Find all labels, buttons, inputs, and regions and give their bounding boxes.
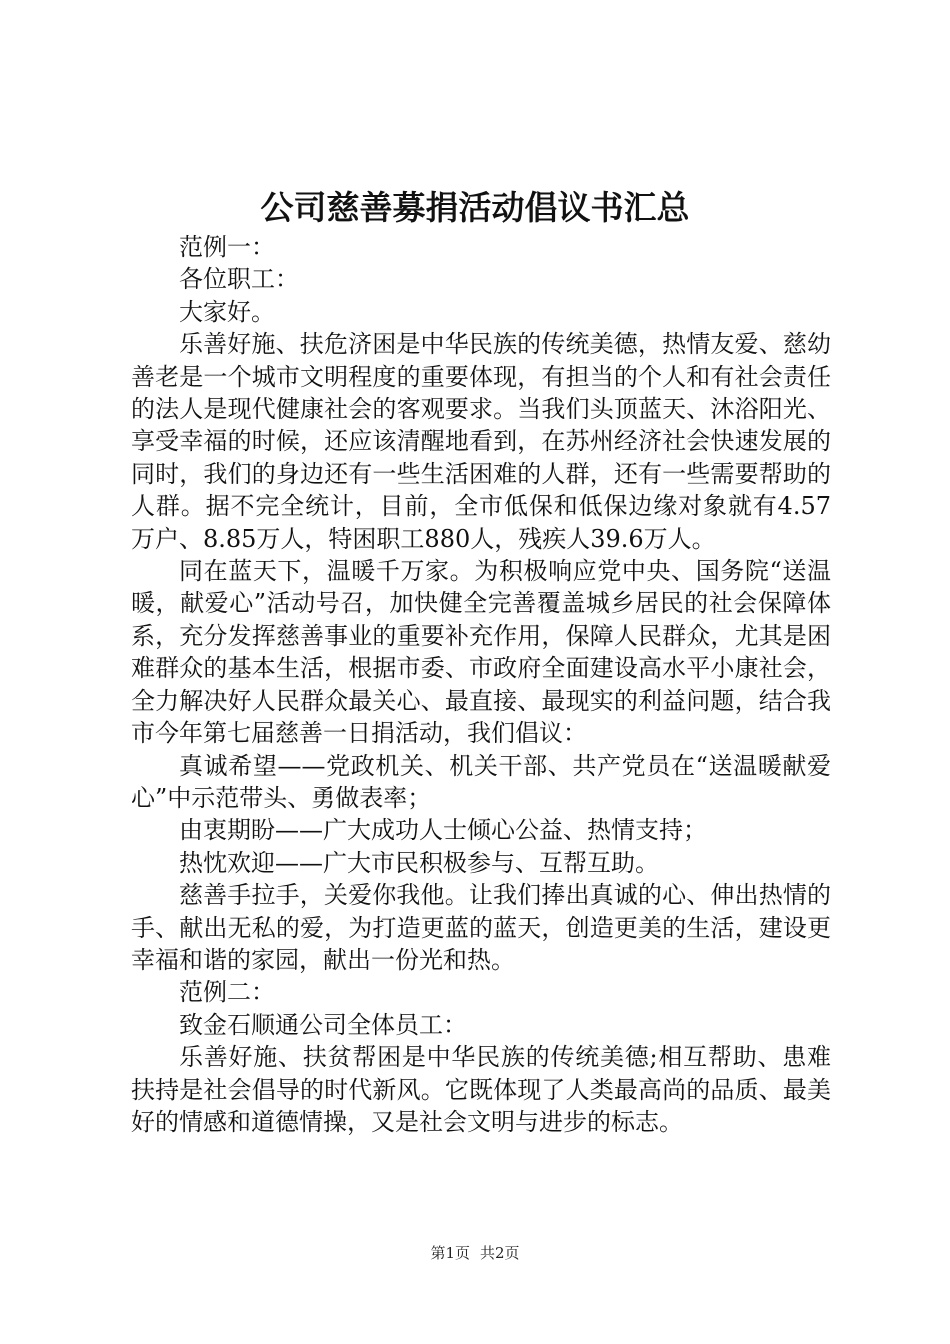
paragraph-appeal-3: 热忱欢迎——广大市民积极参与、互帮互助。 xyxy=(179,848,659,877)
document-title: 公司慈善募捐活动倡议书汇总 xyxy=(260,188,690,227)
paragraph-appeal-2: 由衷期盼——广大成功人士倾心公益、热情支持； xyxy=(179,816,707,845)
paragraph-example-two-label: 范例二： xyxy=(179,978,275,1007)
paragraph-example-one-label: 范例一： xyxy=(179,233,275,261)
paragraph-body-1: 乐善好施、扶危济困是中华民族的传统美德，热情友爱、慈幼善老是一个城市文明程度的重要体现，有担当的个人和有社会责任的法人是现代健康社会的客观要求。当我们头顶蓝天、沐浴阳光、享受幸福的时候，还应该清醒地看到，在苏州经济社会快速发展的同时，我们的身边还有一些生活困难的人群，还有一些需要帮助的人群。据不完全统计，目前，全市低保和低保边缘对象就有4.57万户、8.85万人，特困职工880人，残疾人39.6万人。 xyxy=(131,330,831,553)
page-number-current: 第1页 xyxy=(430,1244,470,1262)
page-number-total: 共2页 xyxy=(480,1244,520,1262)
paragraph-body-2: 同在蓝天下，温暖千万家。为积极响应党中央、国务院“送温暖，献爱心”活动号召，加快健全完善覆盖城乡居民的社会保障体系，充分发挥慈善事业的重要补充作用，保障人民群众，尤其是困难群众的基本生活，根据市委、市政府全面建设高水平小康社会，全力解决好人民群众最关心、最直接、最现实的利益问题，结合我市今年第七届慈善一日捐活动，我们倡议： xyxy=(131,557,831,748)
paragraph-salutation: 各位职工： xyxy=(179,265,299,294)
paragraph-salutation-2: 致金石顺通公司全体员工： xyxy=(179,1010,467,1039)
paragraph-body-3: 乐善好施、扶贫帮困是中华民族的传统美德;相互帮助、患难扶持是社会倡导的时代新风。它既体现了人类最高尚的品质、最美好的情感和道德情操，又是社会文明与进步的标志。 xyxy=(131,1043,831,1136)
paragraph-greeting: 大家好。 xyxy=(179,297,275,326)
document-body xyxy=(131,231,831,1138)
page-footer xyxy=(0,1243,950,1263)
paragraph-appeal-1: 真诚希望——党政机关、机关干部、共产党员在“送温暖献爱心”中示范带头、勇做表率； xyxy=(131,751,831,812)
paragraph-closing: 慈善手拉手，关爱你我他。让我们捧出真诚的心、伸出热情的手、献出无私的爱，为打造更蓝的蓝天，创造更美的生活，建设更幸福和谐的家园，献出一份光和热。 xyxy=(131,881,831,974)
